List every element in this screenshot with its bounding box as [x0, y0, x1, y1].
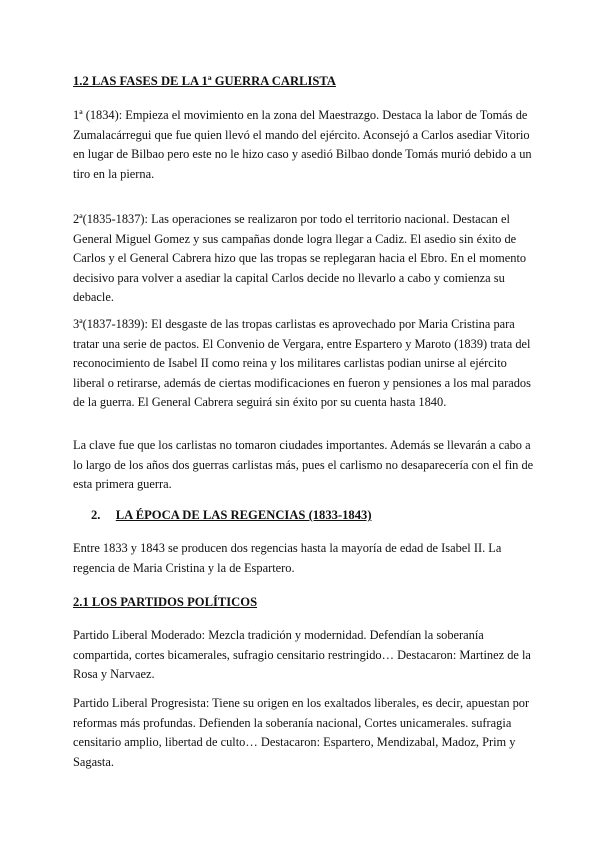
section-heading-fases: 1.2 LAS FASES DE LA 1ª GUERRA CARLISTA: [73, 74, 336, 88]
paragraph-regencias-intro: Entre 1833 y 1843 se producen dos regencias hasta la mayoría de edad de Isabel II. La regencia de Maria Cristina y la de Espartero.: [73, 541, 502, 575]
paragraph-phase-1: 1ª (1834): Empieza el movimiento en la zona del Maestrazgo. Destaca la labor de Tomás de Zumalacárregui que fue quien llevó el mando del ejército. Aconsejó a Carlos asediar Vitorio en lugar de Bilbao pero este no le hizo caso y asedió Bilbao donde Tomás murió debido a un tiro en la pierna.: [73, 108, 532, 181]
section-heading-regencias: [91, 506, 372, 525]
paragraph-partido-moderado: Partido Liberal Moderado: Mezcla tradición y modernidad. Defendían la soberanía compartida, cortes bicamerales, sufragio censitario restringido… Destacaron: Martinez de la Rosa y Narvaez.: [73, 628, 531, 681]
paragraph-phase-3: 3ª(1837-1839): El desgaste de las tropas carlistas es aprovechado por Maria Cristina para tratar una serie de pactos. El Convenio de Vergara, entre Espartero y Maroto (1839) trata del reconocimiento de Isabel II como reina y los militares carlistas podian unirse al ejército liberal o retirarse, además de ciertas modificaciones en fueron y pensiones a los mal parados de la guerra. El General Cabrera seguirá sin éxito por su cuenta hasta 1840.: [73, 317, 531, 409]
section-title-regencias: LA ÉPOCA DE LAS REGENCIAS (1833-1843): [115, 508, 372, 522]
section-heading-partidos: 2.1 LOS PARTIDOS POLÍTICOS: [73, 595, 258, 609]
section-number: 2.: [91, 508, 101, 522]
paragraph-phase-2: 2ª(1835-1837): Las operaciones se realizaron por todo el territorio nacional. Destacan el General Miguel Gomez y sus campañas donde logra llegar a Cadiz. El asedio sin éxito de Carlos y el General Cabrera hizo que las tropas se replegaran hacia el Ebro. En el momento decisivo para volver a asediar la capital Carlos decide no llevarlo a cabo y comienza su debacle.: [73, 212, 527, 304]
paragraph-partido-progresista: Partido Liberal Progresista: Tiene su origen en los exaltados liberales, es decir, apuestan por reformas más profundas. Defienden la soberanía nacional, Cortes unicamerales. sufragia censitario amplio, libertad de culto… Destacaron: Espartero, Mendizabal, Madoz, Prim y Sagasta.: [73, 696, 530, 769]
paragraph-conclusion: La clave fue que los carlistas no tomaron ciudades importantes. Además se llevarán a cabo a lo largo de los años dos guerras carlistas más, pues el carlismo no desaparecería con el fin de esta primera guerra.: [73, 438, 534, 491]
